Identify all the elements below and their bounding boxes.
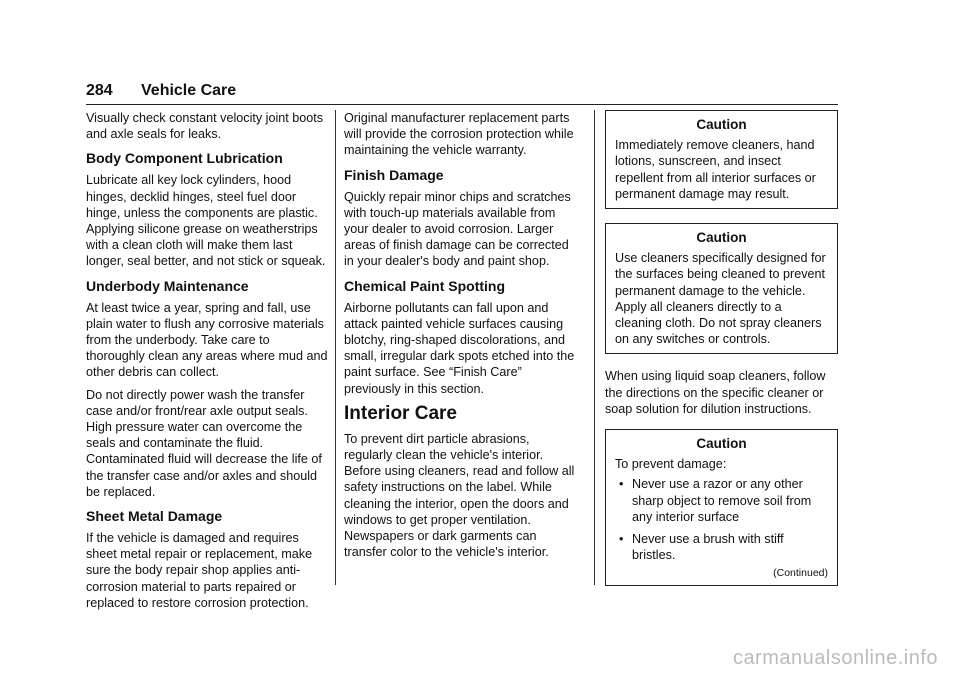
column-1 <box>86 110 328 617</box>
caution-title: Caution <box>696 230 747 246</box>
header-rule <box>86 104 838 105</box>
column-2 <box>344 110 580 566</box>
underbody-text-2: Do not directly power wash the transfer case and/or front/rear axle output seals. High pressure water can overcome the seals and contaminate the fluid. Contaminated fluid will decrease the life of the transfer case and/or axles and should be replaced. <box>86 387 322 499</box>
caution-box-cleaner-type <box>605 223 838 354</box>
lubrication-text: Lubricate all key lock cylinders, hood hinges, decklid hinges, steel fuel door hinge, unless the components are plastic. Applying silicone grease on weatherstrips with a clean cloth will make them last longer, seal better, and not stick or squeak. <box>86 173 326 269</box>
sheet-metal-text: If the vehicle is damaged and requires sheet metal repair or replacement, make sure the body repair shop applies anti-corrosion material to parts repaired or replaced to restore corrosion protection. <box>86 531 313 610</box>
axle-seals-text: Visually check constant velocity joint boots and axle seals for leaks. <box>86 111 324 142</box>
caution-text: Use cleaners specifically designed for the surfaces being cleaned to prevent permanent damage to the vehicle. Apply all cleaners directly to a cleaning cloth. Do not spray cleaners on any switches or controls. <box>615 251 826 347</box>
bullet-icon: • <box>619 532 624 547</box>
caution-intro: To prevent damage: <box>615 457 727 472</box>
underbody-heading: Underbody Maintenance <box>86 277 249 294</box>
finish-damage-heading: Finish Damage <box>344 166 444 183</box>
chemical-spotting-text: Airborne pollutants can fall upon and attack painted vehicle surfaces causing blotchy, ring-shaped discolorations, and small, irregular dark spots etched into the paint surface. See “Finish Care” previously in this section. <box>344 300 575 396</box>
column-divider-1 <box>335 110 336 585</box>
section-title: Vehicle Care <box>141 82 237 99</box>
lubrication-heading: Body Component Lubrication <box>86 150 283 167</box>
liquid-soap-text: When using liquid soap cleaners, follow the directions on the specific cleaner or soap solution for dilution instructions. <box>605 369 826 416</box>
watermark: carmanualsonline.info <box>732 647 938 669</box>
caution-list-item <box>615 531 828 563</box>
column-divider-2 <box>594 110 595 585</box>
underbody-text-1: At least twice a year, spring and fall, use plain water to flush any corrosive materials from the underbody. Take care to thoroughly clean any areas where mud and other debris can collect. <box>86 300 328 380</box>
page-header <box>86 82 838 104</box>
caution-item-text: Never use a razor or any other sharp object to remove soil from any interior surface <box>632 477 812 524</box>
caution-list-item <box>615 476 828 525</box>
caution-title: Caution <box>696 436 747 452</box>
caution-box-prevent-damage <box>605 429 838 586</box>
replacement-parts-text: Original manufacturer replacement parts will provide the corrosion protection while maintaining the vehicle warranty. <box>344 111 574 158</box>
bullet-icon: • <box>619 477 624 492</box>
caution-box-cleaners-removal <box>605 110 838 209</box>
interior-care-heading: Interior Care <box>344 402 457 424</box>
caution-item-text: Never use a brush with stiff bristles. <box>632 532 784 563</box>
continued-label: (Continued) <box>773 567 828 580</box>
caution-title: Caution <box>696 117 747 132</box>
finish-damage-text: Quickly repair minor chips and scratches with touch-up materials available from your dealer to avoid corrosion. Larger areas of finish damage can be corrected in your dealer's body and paint shop. <box>344 189 571 269</box>
page-number: 284 <box>86 82 113 99</box>
interior-care-text: To prevent dirt particle abrasions, regularly clean the vehicle's interior. Before using cleaners, read and follow all safety instructions on the label. While cleaning the interior, open the doors and windows to get proper ventilation. Newspapers or dark garments can transfer color to the vehicle's interior. <box>344 431 575 560</box>
caution-list <box>615 476 828 563</box>
chemical-spotting-heading: Chemical Paint Spotting <box>344 277 506 294</box>
column-3 <box>605 110 838 586</box>
caution-text: Immediately remove cleaners, hand lotions, sunscreen, and insect repellent from all interior surfaces or permanent damage may result. <box>615 138 816 201</box>
sheet-metal-heading: Sheet Metal Damage <box>86 508 223 525</box>
